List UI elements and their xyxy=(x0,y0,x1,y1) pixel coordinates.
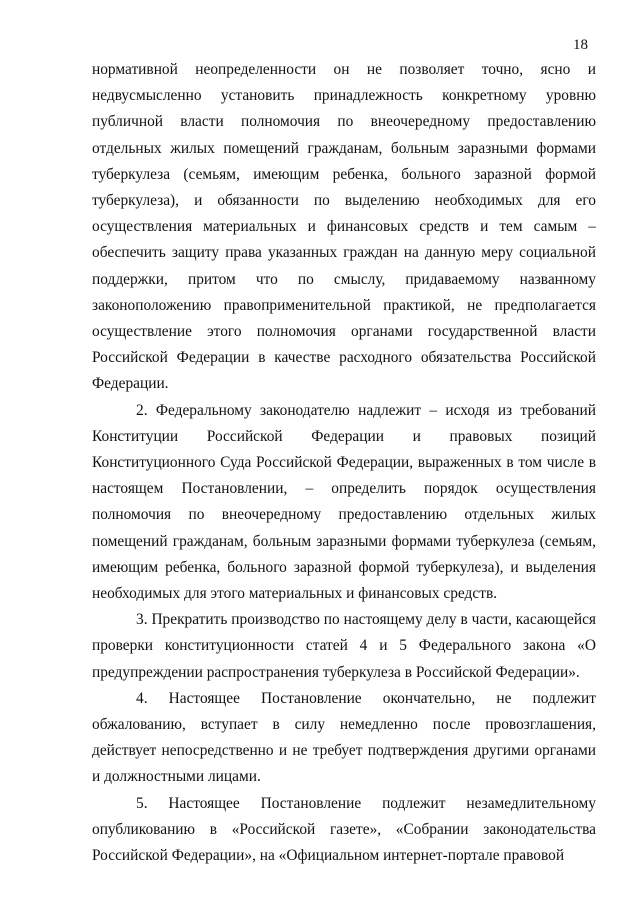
page-number: 18 xyxy=(573,37,588,53)
paragraph-item-5: 5. Настоящее Постановление подлежит незамедлительному опубликованию в «Российской газете», «Собрании законодательства Российской Федерации», на «Официальном интернет-портале правовой xyxy=(92,794,596,865)
paragraph-item-3: 3. Прекратить производство по настоящему делу в части, касающейся проверки конституционности статей 4 и 5 Федерального закона «О предупреждении распространения туберкулеза в Российской Федерации». xyxy=(92,611,596,681)
paragraph-item-2: 2. Федеральному законодателю надлежит – исходя из требований Конституции Российской Федерации и правовых позиций Конституционного Суда Российской Федерации, выраженных в том числе в настоящем Постановлении, – определить порядок осуществления полномочия по внеочередному предоставлению отдельных жилых помещений гражданам, больным заразными формами туберкулеза (семьям, имеющим ребенка, больного заразной формой туберкулеза), и выделения необходимых для этого материальных и финансовых средств. xyxy=(92,401,596,603)
document-body xyxy=(92,57,596,869)
paragraph-continuation: нормативной неопределенности он не позволяет точно, ясно и недвусмысленно установить принадлежность конкретному уровню публичной власти полномочия по внеочередному предоставлению отдельных жилых помещений гражданам, больным заразными формами туберкулеза (семьям, имеющим ребенка, больного заразной формой туберкулеза), и обязанности по выделению необходимых для его осуществления материальных и финансовых средств и тем самым – обеспечить защиту права указанных граждан на данную меру социальной поддержки, притом что по смыслу, придаваемому названному законоположению правоприменительной практикой, не предполагается осуществление этого полномочия органами государственной власти Российской Федерации в качестве расходного обязательства Российской Федерации. xyxy=(92,61,596,393)
paragraph-item-4: 4. Настоящее Постановление окончательно, не подлежит обжалованию, вступает в силу немедленно после провозглашения, действует непосредственно и не требует подтверждения другими органами и должностными лицами. xyxy=(92,689,596,786)
